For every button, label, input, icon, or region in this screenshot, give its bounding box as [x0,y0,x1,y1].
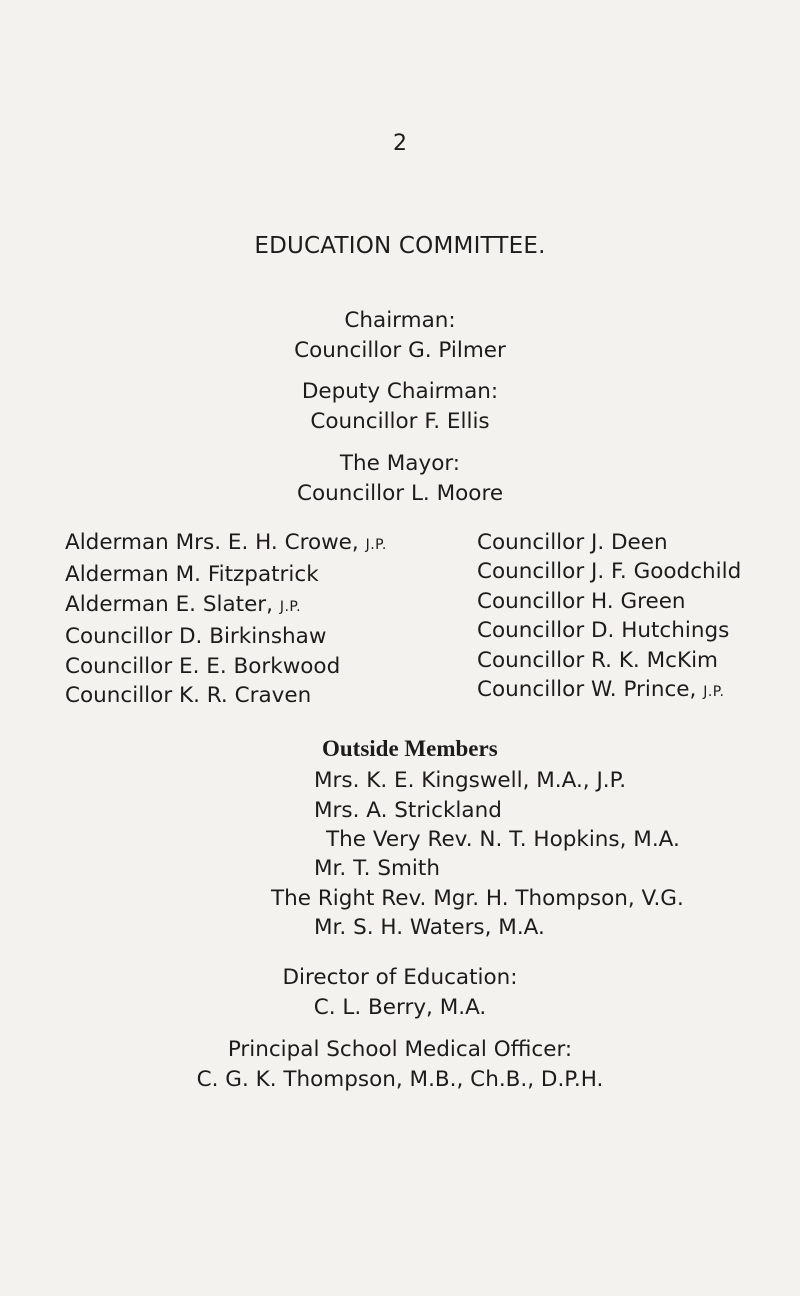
member-name: Councillor D. Hutchings [477,618,730,644]
member-entry [65,560,387,589]
member-entry [477,557,741,586]
outside-member: Mr. T. Smith [314,856,440,881]
member-entry [65,590,387,622]
chairman-label: Chairman: [344,308,456,333]
members-right-column [477,528,741,707]
deputy-chairman-name: Councillor F. Ellis [310,409,490,434]
member-name: Alderman M. Fitzpatrick [65,562,319,588]
member-entry [477,646,741,675]
members-left-column [65,528,387,710]
member-name: Councillor W. Prince, [477,677,697,703]
member-entry [65,681,387,710]
member-name: Alderman E. Slater, [65,591,273,617]
member-entry [65,528,387,560]
medical-officer-label: Principal School Medical Officer: [227,1037,573,1062]
member-name: Councillor D. Birkinshaw [65,624,327,650]
jp-suffix: J.P. [703,684,725,701]
page-number: 2 [393,131,407,156]
outside-member: Mr. S. H. Waters, M.A. [314,915,545,940]
outside-member: Mrs. A. Strickland [314,798,502,823]
member-entry [477,528,741,557]
jp-suffix: J.P. [365,537,387,553]
member-name: Councillor K. R. Craven [65,683,312,709]
member-name: Councillor J. F. Goodchild [477,559,742,585]
outside-member: Mrs. K. E. Kingswell, M.A., J.P. [314,768,627,793]
mayor-name: Councillor L. Moore [296,481,504,506]
member-entry [477,675,741,707]
jp-suffix: J.P. [279,598,302,615]
deputy-chairman-label: Deputy Chairman: [301,379,499,404]
member-name: Alderman Mrs. E. H. Crowe, [65,530,359,555]
member-entry [65,622,387,651]
member-entry [477,616,741,645]
member-entry [65,652,387,681]
member-name: Councillor J. Deen [477,530,668,555]
member-name: Councillor H. Green [477,588,686,614]
committee-title: EDUCATION COMMITTEE. [254,233,546,259]
outside-member: The Very Rev. N. T. Hopkins, M.A. [326,827,680,852]
mayor-label: The Mayor: [339,451,461,476]
member-name: Councillor E. E. Borkwood [65,653,341,679]
chairman-name: Councillor G. Pilmer [294,338,506,363]
outside-member: The Right Rev. Mgr. H. Thompson, V.G. [271,886,684,911]
director-name: C. L. Berry, M.A. [313,995,487,1020]
outside-members-heading: Outside Members [322,736,498,761]
member-name: Councillor R. K. McKim [477,647,718,673]
member-entry [477,587,741,616]
director-label: Director of Education: [282,965,518,990]
medical-officer-name: C. G. K. Thompson, M.B., Ch.B., D.P.H. [196,1067,604,1092]
